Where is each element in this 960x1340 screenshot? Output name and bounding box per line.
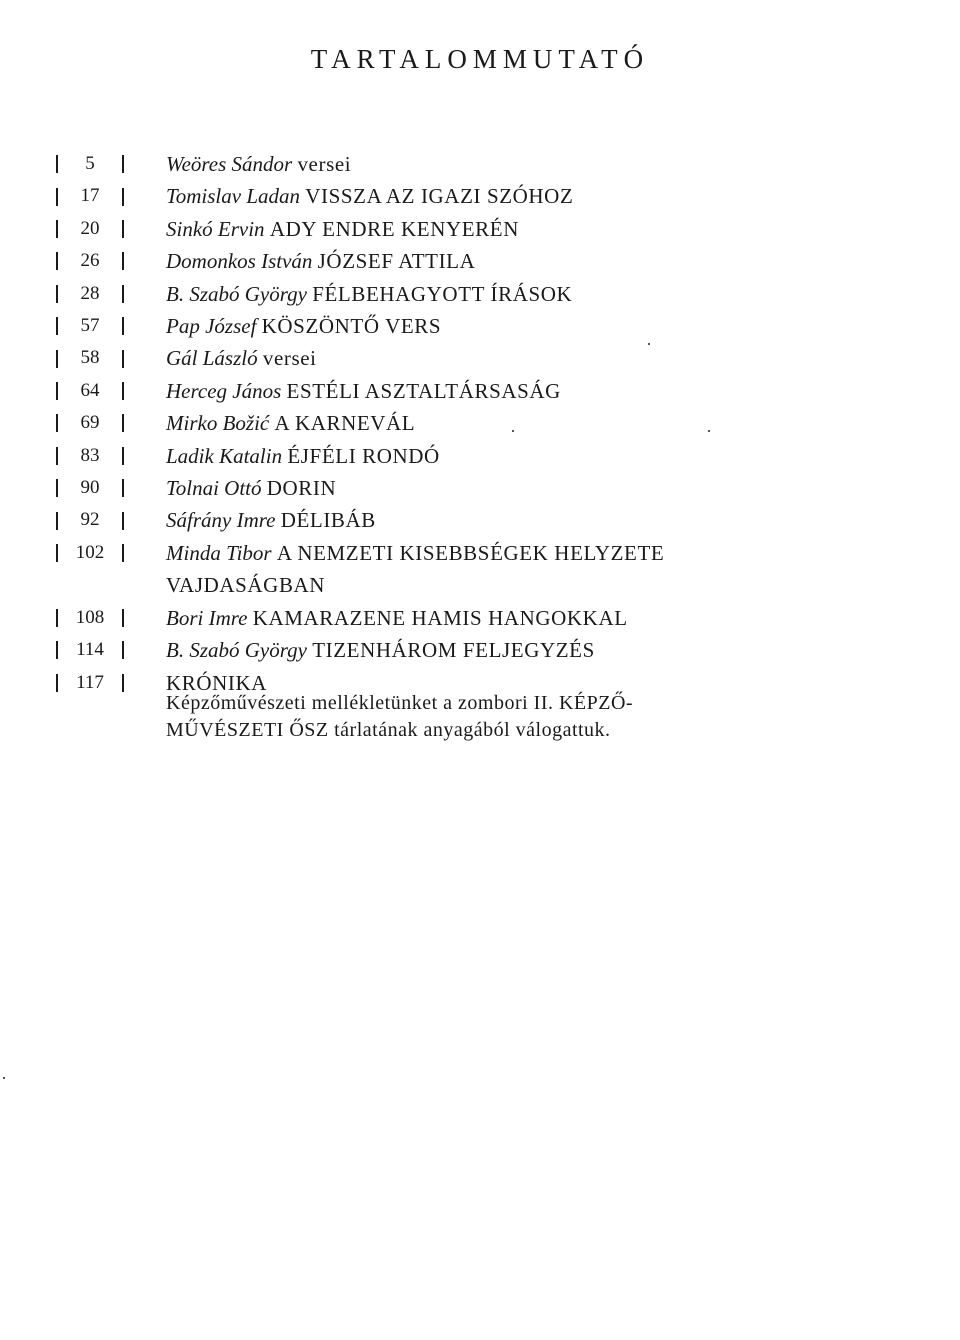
divider <box>122 609 124 627</box>
toc-entry <box>56 375 936 407</box>
entry-text <box>166 407 936 439</box>
page-number: 92 <box>80 509 100 531</box>
work-title: ADY ENDRE KENYERÉN <box>269 216 519 241</box>
divider <box>122 382 124 400</box>
toc-entry <box>56 537 936 602</box>
entry-text <box>166 310 936 342</box>
work-title: TIZENHÁROM FELJEGYZÉS <box>312 638 595 663</box>
divider <box>122 285 124 303</box>
illustration-note: Képzőművészeti mellékletünket a zombori II. KÉPZŐ-MŰVÉSZETI ŐSZ tárlatának anyagából válogattuk. <box>166 692 634 741</box>
work-title: A KARNEVÁL <box>274 411 416 436</box>
page-number-cell <box>56 634 124 666</box>
divider <box>122 252 124 270</box>
divider <box>122 155 124 173</box>
page-number: 64 <box>80 379 100 401</box>
author-name: Ladik Katalin <box>166 443 283 468</box>
divider <box>122 479 124 497</box>
entry-text <box>166 602 936 634</box>
author-name: Tolnai Ottó <box>166 476 262 501</box>
entry-text <box>166 213 936 245</box>
work-title: A NEMZETI KISEBBSÉGEK HELYZETE VAJDASÁGBAN <box>166 540 665 598</box>
author-name: Domonkos István <box>166 249 313 274</box>
author-name: B. Szabó György <box>166 638 307 663</box>
work-title: JÓZSEF ATTILA <box>317 249 476 274</box>
page-number: 83 <box>80 444 100 466</box>
divider <box>122 414 124 432</box>
work-title: versei <box>262 346 317 371</box>
author-name: Pap József <box>166 314 257 339</box>
author-name: Gál László <box>166 346 258 371</box>
page-number: 17 <box>80 185 100 207</box>
entry-text <box>166 342 936 374</box>
author-name: Weöres Sándor <box>166 152 293 176</box>
toc-entry <box>56 245 936 277</box>
work-title: KÖSZÖNTŐ VERS <box>261 314 442 339</box>
work-title: KRÓNIKA <box>166 670 268 695</box>
page-number: 20 <box>80 217 100 239</box>
toc-entry <box>56 148 936 180</box>
toc-entry <box>56 407 936 439</box>
divider <box>122 641 124 659</box>
work-title: ÉJFÉLI RONDÓ <box>287 443 440 468</box>
page-number: 26 <box>80 250 100 272</box>
entry-text <box>166 440 936 472</box>
toc-entry <box>56 440 936 472</box>
divider <box>122 317 124 335</box>
toc-entry <box>56 634 936 666</box>
page-number: 108 <box>75 606 105 628</box>
scan-speck <box>708 430 710 432</box>
toc-entry <box>56 310 936 342</box>
author-name: Herceg János <box>166 378 282 403</box>
toc-entry <box>56 180 936 212</box>
work-title: KAMARAZENE HAMIS HANGOKKAL <box>252 605 628 630</box>
entry-text <box>166 245 936 277</box>
divider <box>122 188 124 206</box>
page-number-cell <box>56 667 124 699</box>
entry-text <box>166 472 936 504</box>
entry-text <box>166 180 936 212</box>
author-name: Sinkó Ervin <box>166 216 265 241</box>
page-number: 5 <box>85 153 95 174</box>
page-number-cell <box>56 407 124 439</box>
toc-entry <box>56 278 936 310</box>
page-number: 117 <box>76 671 104 693</box>
page-number-cell <box>56 472 124 504</box>
divider <box>122 544 124 562</box>
divider <box>122 674 124 692</box>
divider <box>122 447 124 465</box>
work-title: DORIN <box>266 476 337 501</box>
page-number-cell <box>56 245 124 277</box>
scan-speck <box>648 343 650 345</box>
author-name: Mirko Božić <box>166 411 270 436</box>
author-name: Tomislav Ladan <box>166 184 301 209</box>
page-number: 102 <box>75 541 105 563</box>
entry-text <box>166 278 936 310</box>
author-name: Minda Tibor <box>166 540 272 565</box>
author-name: Bori Imre <box>166 605 248 630</box>
work-title: DÉLIBÁB <box>280 508 376 533</box>
work-title: ESTÉLI ASZTALTÁRSASÁG <box>286 378 561 403</box>
page-number-cell <box>56 180 124 212</box>
page-number: 114 <box>76 639 104 661</box>
work-title: VISSZA AZ IGAZI SZÓHOZ <box>305 184 574 209</box>
page-number: 57 <box>80 315 100 337</box>
page-number-cell <box>56 213 124 245</box>
page-number-cell <box>56 602 124 634</box>
entry-text <box>166 634 936 666</box>
page-number-cell <box>56 342 124 374</box>
table-of-contents <box>56 148 936 699</box>
entry-text <box>166 504 936 536</box>
divider <box>122 220 124 238</box>
toc-entry <box>56 602 936 634</box>
scan-speck <box>3 1077 5 1079</box>
page-number-cell <box>56 310 124 342</box>
divider <box>122 512 124 530</box>
entry-text <box>166 537 726 602</box>
work-title: FÉLBEHAGYOTT ÍRÁSOK <box>312 281 573 306</box>
toc-entry <box>56 342 936 374</box>
page-number-cell <box>56 278 124 310</box>
toc-entry <box>56 504 936 536</box>
page-number: 28 <box>80 282 100 304</box>
entry-text <box>166 148 936 180</box>
toc-entry <box>56 472 936 504</box>
divider <box>122 350 124 368</box>
author-name: Sáfrány Imre <box>166 508 276 533</box>
toc-entry <box>56 213 936 245</box>
work-title: versei <box>297 152 352 176</box>
entry-text <box>166 375 936 407</box>
page-number: 69 <box>80 412 100 434</box>
page-title: TARTALOMMUTATÓ <box>310 44 650 74</box>
page-number-cell <box>56 504 124 536</box>
page-number-cell <box>56 148 124 180</box>
scan-speck <box>512 430 514 432</box>
page-number-cell <box>56 537 124 569</box>
page-number: 58 <box>80 347 100 369</box>
author-name: B. Szabó György <box>166 281 307 306</box>
page-number-cell <box>56 375 124 407</box>
page-number: 90 <box>80 477 100 499</box>
page-number-cell <box>56 440 124 472</box>
